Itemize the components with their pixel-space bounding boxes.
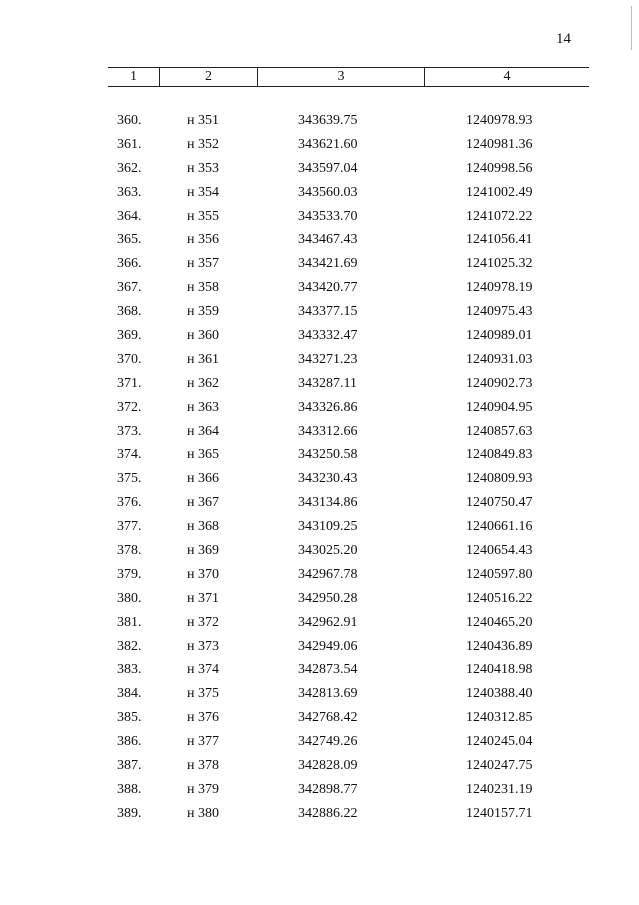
row-number: 371. <box>117 375 142 391</box>
table-row <box>0 136 639 160</box>
header-col-4: 4 <box>503 69 511 84</box>
coord-y: 1240465.20 <box>466 614 533 630</box>
coordinate-table-body <box>0 112 639 829</box>
table-row <box>0 709 639 733</box>
point-label: н 379 <box>187 781 219 797</box>
header-col-2: 2 <box>160 68 258 86</box>
coord-y: 1240998.56 <box>466 160 533 176</box>
table-row <box>0 566 639 590</box>
table-row <box>0 638 639 662</box>
coord-y: 1240975.43 <box>466 304 533 320</box>
row-number: 386. <box>117 734 142 750</box>
coord-x: 343467.43 <box>298 232 358 248</box>
point-label: н 368 <box>187 519 219 535</box>
header-col-3: 3 <box>258 68 425 86</box>
coord-y: 1240231.19 <box>466 781 533 797</box>
table-row <box>0 733 639 757</box>
coord-y: 1240312.85 <box>466 710 533 726</box>
coord-x: 343533.70 <box>298 208 358 224</box>
point-label: н 378 <box>187 758 219 774</box>
coord-x: 342967.78 <box>298 566 358 582</box>
row-number: 383. <box>117 662 142 678</box>
table-row <box>0 208 639 232</box>
scan-edge-mark <box>631 6 632 50</box>
coord-y: 1240516.22 <box>466 590 533 606</box>
coord-y: 1240418.98 <box>466 662 533 678</box>
row-number: 373. <box>117 423 142 439</box>
coord-y: 1240661.16 <box>466 519 533 535</box>
table-row <box>0 542 639 566</box>
point-label: н 355 <box>187 208 219 224</box>
table-row <box>0 279 639 303</box>
coord-x: 342886.22 <box>298 805 358 821</box>
coord-y: 1240436.89 <box>466 638 533 654</box>
row-number: 389. <box>117 805 142 821</box>
row-number: 369. <box>117 328 142 344</box>
point-label: н 352 <box>187 136 219 152</box>
coord-x: 342749.26 <box>298 734 358 750</box>
point-label: н 354 <box>187 184 219 200</box>
table-row <box>0 757 639 781</box>
coord-x: 343134.86 <box>298 495 358 511</box>
row-number: 363. <box>117 184 142 200</box>
row-number: 365. <box>117 232 142 248</box>
table-row <box>0 184 639 208</box>
point-label: н 371 <box>187 590 219 606</box>
coord-y: 1240978.93 <box>466 113 533 128</box>
point-label: н 375 <box>187 686 219 702</box>
table-row <box>0 685 639 709</box>
coord-x: 343421.69 <box>298 256 358 272</box>
row-number: 374. <box>117 447 142 463</box>
coord-y: 1240388.40 <box>466 686 533 702</box>
row-number: 377. <box>117 519 142 535</box>
point-label: н 376 <box>187 710 219 726</box>
coord-x: 342873.54 <box>298 662 358 678</box>
coord-x: 342898.77 <box>298 781 358 797</box>
table-row <box>0 518 639 542</box>
table-row <box>0 231 639 255</box>
coord-x: 342768.42 <box>298 710 358 726</box>
coord-x: 343420.77 <box>298 280 358 296</box>
table-row <box>0 423 639 447</box>
coord-x: 343312.66 <box>298 423 358 439</box>
coord-x: 342962.91 <box>298 614 358 630</box>
point-label: н 363 <box>187 399 219 415</box>
point-label: н 374 <box>187 662 219 678</box>
point-label: н 360 <box>187 328 219 344</box>
table-row <box>0 327 639 351</box>
coord-y: 1240857.63 <box>466 423 533 439</box>
table-row <box>0 805 639 829</box>
page-number: 14 <box>556 31 571 47</box>
row-number: 367. <box>117 280 142 296</box>
point-label: н 358 <box>187 280 219 296</box>
row-number: 366. <box>117 256 142 272</box>
row-number: 375. <box>117 471 142 487</box>
point-label: н 362 <box>187 375 219 391</box>
row-number: 360. <box>117 113 142 128</box>
row-number: 378. <box>117 543 142 559</box>
table-header <box>108 67 589 87</box>
point-label: н 366 <box>187 471 219 487</box>
coord-y: 1240809.93 <box>466 471 533 487</box>
coord-y: 1240654.43 <box>466 543 533 559</box>
coord-x: 343230.43 <box>298 471 358 487</box>
row-number: 368. <box>117 304 142 320</box>
coord-x: 342813.69 <box>298 686 358 702</box>
coord-x: 343109.25 <box>298 519 358 535</box>
table-row <box>0 375 639 399</box>
coord-x: 343287.11 <box>298 375 357 391</box>
coord-x: 343621.60 <box>298 136 358 152</box>
point-label: н 373 <box>187 638 219 654</box>
coord-x: 342950.28 <box>298 590 358 606</box>
coord-x: 342828.09 <box>298 758 358 774</box>
point-label: н 357 <box>187 256 219 272</box>
coord-y: 1240981.36 <box>466 136 533 152</box>
coord-x: 342949.06 <box>298 638 358 654</box>
coord-y: 1240849.83 <box>466 447 533 463</box>
row-number: 381. <box>117 614 142 630</box>
table-row <box>0 494 639 518</box>
coord-x: 343326.86 <box>298 399 358 415</box>
coord-x: 343377.15 <box>298 304 358 320</box>
row-number: 379. <box>117 566 142 582</box>
point-label: н 367 <box>187 495 219 511</box>
coord-y: 1240750.47 <box>466 495 533 511</box>
table-row <box>0 590 639 614</box>
point-label: н 380 <box>187 805 219 821</box>
coord-y: 1240902.73 <box>466 375 533 391</box>
table-row <box>0 399 639 423</box>
row-number: 387. <box>117 758 142 774</box>
point-label: н 351 <box>187 113 219 128</box>
point-label: н 372 <box>187 614 219 630</box>
coord-y: 1240904.95 <box>466 399 533 415</box>
row-number: 370. <box>117 351 142 367</box>
row-number: 361. <box>117 136 142 152</box>
point-label: н 361 <box>187 351 219 367</box>
coord-y: 1240157.71 <box>466 805 533 821</box>
coord-y: 1240989.01 <box>466 328 533 344</box>
coord-y: 1240978.19 <box>466 280 533 296</box>
row-number: 385. <box>117 710 142 726</box>
coord-y: 1241002.49 <box>466 184 533 200</box>
point-label: н 377 <box>187 734 219 750</box>
point-label: н 359 <box>187 304 219 320</box>
row-number: 376. <box>117 495 142 511</box>
table-row <box>0 470 639 494</box>
point-label: н 353 <box>187 160 219 176</box>
table-row <box>0 661 639 685</box>
point-label: н 356 <box>187 232 219 248</box>
coord-y: 1241025.32 <box>466 256 533 272</box>
row-number: 388. <box>117 781 142 797</box>
row-number: 382. <box>117 638 142 654</box>
table-row <box>0 303 639 327</box>
coord-x: 343597.04 <box>298 160 358 176</box>
coord-y: 1241072.22 <box>466 208 533 224</box>
table-row <box>0 255 639 279</box>
coord-y: 1240245.04 <box>466 734 533 750</box>
row-number: 362. <box>117 160 142 176</box>
coord-y: 1240597.80 <box>466 566 533 582</box>
table-row <box>0 160 639 184</box>
point-label: н 370 <box>187 566 219 582</box>
row-number: 380. <box>117 590 142 606</box>
header-col-1: 1 <box>108 68 160 86</box>
coord-y: 1240247.75 <box>466 758 533 774</box>
coord-y: 1240931.03 <box>466 351 533 367</box>
table-row <box>0 614 639 638</box>
table-row <box>0 351 639 375</box>
coord-x: 343025.20 <box>298 543 358 559</box>
row-number: 364. <box>117 208 142 224</box>
point-label: н 369 <box>187 543 219 559</box>
row-number: 372. <box>117 399 142 415</box>
table-row <box>0 112 639 136</box>
coord-x: 343560.03 <box>298 184 358 200</box>
table-row <box>0 446 639 470</box>
coord-y: 1241056.41 <box>466 232 533 248</box>
table-row <box>0 781 639 805</box>
coord-x: 343332.47 <box>298 328 358 344</box>
coord-x: 343250.58 <box>298 447 358 463</box>
coord-x: 343639.75 <box>298 113 358 128</box>
coord-x: 343271.23 <box>298 351 358 367</box>
point-label: н 365 <box>187 447 219 463</box>
point-label: н 364 <box>187 423 219 439</box>
row-number: 384. <box>117 686 142 702</box>
